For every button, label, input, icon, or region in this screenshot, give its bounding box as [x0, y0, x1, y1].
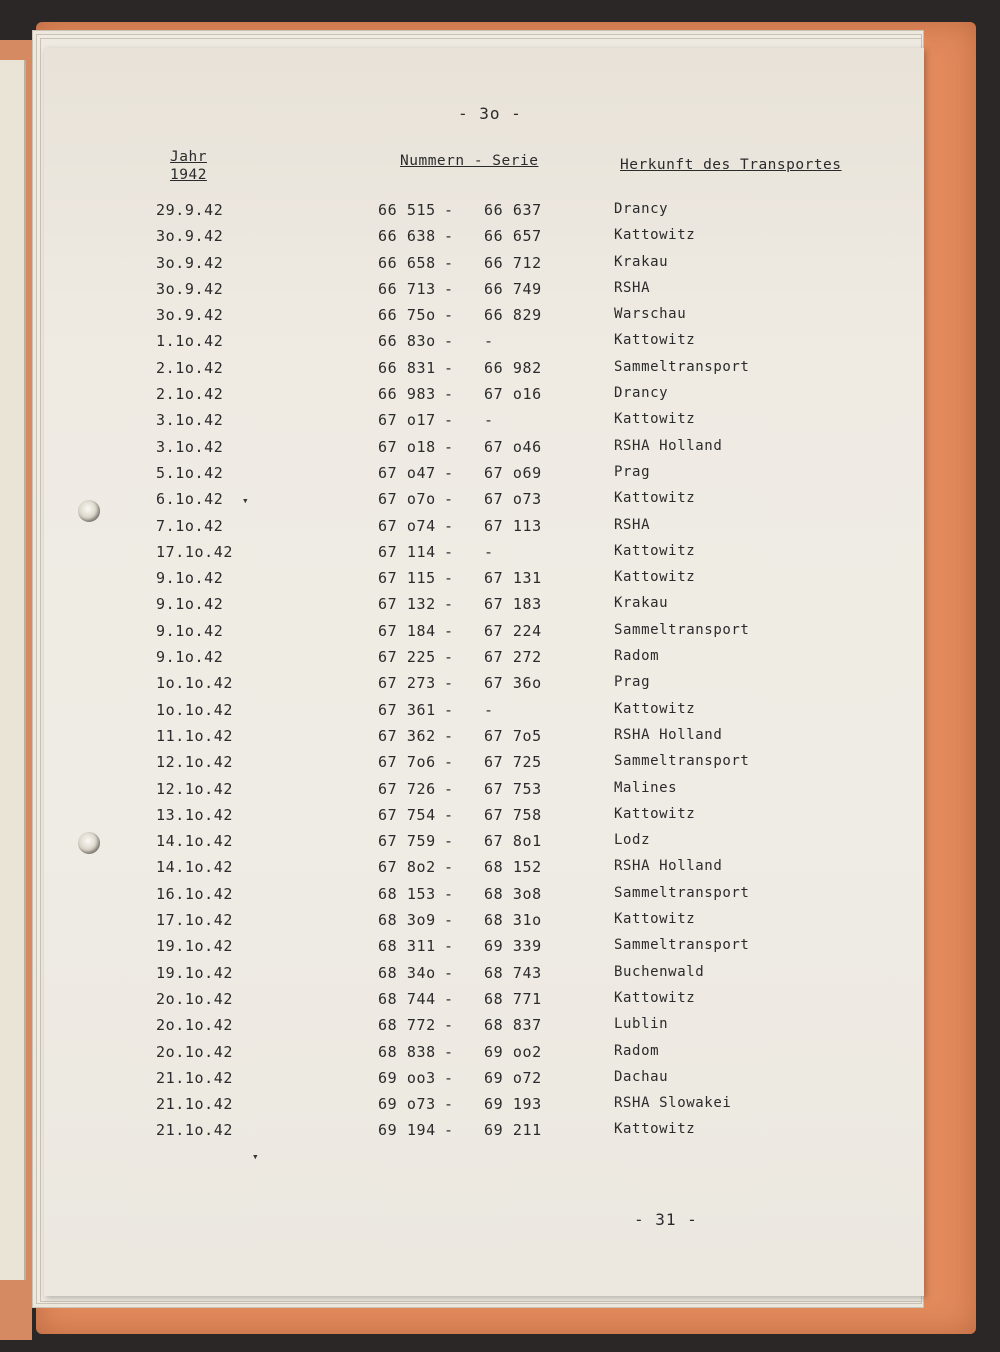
row-origin: Sammeltransport — [614, 753, 750, 770]
row-origin: RSHA — [614, 279, 651, 296]
row-number-to: 66 657 — [484, 227, 542, 246]
row-origin: Sammeltransport — [614, 358, 750, 375]
row-origin: RSHA Holland — [614, 726, 723, 743]
table-row — [44, 411, 924, 437]
row-number-to: 67 36o — [484, 674, 542, 693]
table-row — [44, 595, 924, 621]
row-range-dash: - — [444, 490, 454, 509]
row-range-dash: - — [444, 569, 454, 588]
row-range-dash: - — [444, 779, 454, 798]
row-origin: RSHA Holland — [614, 858, 723, 875]
row-number-to: 67 224 — [484, 621, 542, 640]
table-row — [44, 280, 924, 306]
row-number-from: 67 361 — [378, 700, 436, 719]
row-origin: Malines — [614, 779, 678, 796]
row-number-to: 67 o69 — [484, 463, 542, 482]
row-date: 9.1o.42 — [156, 569, 224, 588]
row-number-from: 66 983 — [378, 385, 436, 404]
table-row — [44, 832, 924, 858]
row-date: 2.1o.42 — [156, 358, 224, 377]
row-number-from: 68 772 — [378, 1016, 436, 1035]
row-range-dash: - — [444, 700, 454, 719]
stray-ink-mark: ▾ — [252, 1150, 259, 1163]
table-row — [44, 885, 924, 911]
row-origin: RSHA — [614, 516, 651, 533]
row-number-to: 69 339 — [484, 937, 542, 956]
row-number-to: 67 131 — [484, 569, 542, 588]
row-number-to: 67 o16 — [484, 385, 542, 404]
row-range-dash: - — [444, 937, 454, 956]
row-origin: Drancy — [614, 385, 669, 402]
header-year-label: Jahr — [170, 149, 207, 165]
row-number-from: 67 754 — [378, 805, 436, 824]
row-number-from: 68 3o9 — [378, 911, 436, 930]
table-row — [44, 674, 924, 700]
row-range-dash: - — [444, 201, 454, 219]
row-origin: Prag — [614, 674, 651, 691]
table-row — [44, 648, 924, 674]
header-number-series: Nummern - Serie — [400, 153, 539, 169]
row-number-to: 67 8o1 — [484, 832, 542, 851]
row-number-to: 66 749 — [484, 279, 542, 298]
row-range-dash: - — [444, 963, 454, 982]
adjacent-page-edge — [0, 60, 26, 1280]
row-date: 12.1o.42 — [156, 753, 234, 772]
row-origin: Lodz — [614, 832, 651, 849]
row-number-from: 69 194 — [378, 1121, 436, 1140]
row-origin: RSHA Slowakei — [614, 1095, 732, 1112]
row-range-dash: - — [444, 648, 454, 667]
row-date: 1.1o.42 — [156, 332, 224, 351]
header-transport-origin: Herkunft des Transportes — [620, 157, 842, 173]
row-number-from: 67 225 — [378, 648, 436, 667]
row-number-from: 67 o18 — [378, 437, 436, 456]
table-row — [44, 385, 924, 411]
row-number-from: 67 o17 — [378, 411, 436, 430]
table-row — [44, 359, 924, 385]
row-date: 19.1o.42 — [156, 963, 234, 982]
row-number-from: 66 83o — [378, 332, 436, 351]
row-range-dash: - — [444, 279, 454, 298]
table-row — [44, 517, 924, 543]
row-origin: Drancy — [614, 201, 669, 217]
row-origin: Kattowitz — [614, 411, 696, 428]
row-date: 2o.1o.42 — [156, 989, 234, 1008]
row-origin: Kattowitz — [614, 989, 696, 1006]
row-origin: Lublin — [614, 1016, 669, 1033]
table-row — [44, 701, 924, 727]
row-date: 17.1o.42 — [156, 542, 234, 561]
row-number-from: 67 o47 — [378, 463, 436, 482]
row-range-dash: - — [444, 463, 454, 482]
row-number-from: 66 831 — [378, 358, 436, 377]
row-number-from: 67 362 — [378, 726, 436, 745]
table-row — [44, 911, 924, 937]
row-number-from: 67 759 — [378, 832, 436, 851]
row-number-from: 66 515 — [378, 201, 436, 219]
row-range-dash: - — [444, 253, 454, 272]
row-date: 21.1o.42 — [156, 1095, 234, 1114]
row-number-to: 67 o46 — [484, 437, 542, 456]
row-range-dash: - — [444, 858, 454, 877]
row-number-to: 67 183 — [484, 595, 542, 614]
row-date: 17.1o.42 — [156, 911, 234, 930]
table-row — [44, 727, 924, 753]
row-number-to: 68 743 — [484, 963, 542, 982]
transport-table — [44, 201, 924, 1148]
row-number-to: 67 758 — [484, 805, 542, 824]
page-number-top: - 3o - — [458, 104, 522, 123]
row-date: 2.1o.42 — [156, 385, 224, 404]
row-origin: Kattowitz — [614, 911, 696, 928]
row-number-from: 67 273 — [378, 674, 436, 693]
table-row — [44, 332, 924, 358]
row-origin: Krakau — [614, 595, 669, 612]
row-number-from: 67 132 — [378, 595, 436, 614]
row-range-dash: - — [444, 884, 454, 903]
row-number-from: 67 726 — [378, 779, 436, 798]
row-origin: Kattowitz — [614, 490, 696, 507]
table-row — [44, 1121, 924, 1147]
row-number-from: 69 oo3 — [378, 1068, 436, 1087]
row-number-to: 67 725 — [484, 753, 542, 772]
row-date: 3o.9.42 — [156, 279, 224, 298]
row-number-to: 67 113 — [484, 516, 542, 535]
table-row — [44, 227, 924, 253]
table-row — [44, 1069, 924, 1095]
row-range-dash: - — [444, 542, 454, 561]
row-origin: Kattowitz — [614, 805, 696, 822]
table-row — [44, 201, 924, 227]
row-date: 5.1o.42 — [156, 463, 224, 482]
row-origin: Kattowitz — [614, 542, 696, 559]
row-date: 6.1o.42 — [156, 490, 224, 509]
row-origin: RSHA Holland — [614, 437, 723, 454]
row-number-from: 67 184 — [378, 621, 436, 640]
row-number-to: 69 oo2 — [484, 1042, 542, 1061]
document-sheet — [44, 48, 924, 1296]
row-number-to: 67 o73 — [484, 490, 542, 509]
row-origin: Radom — [614, 1042, 660, 1059]
row-number-to: 66 982 — [484, 358, 542, 377]
row-date: 3.1o.42 — [156, 411, 224, 430]
row-range-dash: - — [444, 805, 454, 824]
row-number-to: - — [484, 411, 494, 430]
row-range-dash: - — [444, 595, 454, 614]
row-origin: Kattowitz — [614, 700, 696, 717]
table-row — [44, 1016, 924, 1042]
table-row — [44, 1043, 924, 1069]
row-number-to: - — [484, 332, 494, 351]
row-number-from: 67 o7o — [378, 490, 436, 509]
row-range-dash: - — [444, 227, 454, 246]
row-range-dash: - — [444, 516, 454, 535]
row-number-from: 66 658 — [378, 253, 436, 272]
row-number-from: 66 75o — [378, 306, 436, 325]
row-number-to: 66 712 — [484, 253, 542, 272]
row-number-to: 68 3o8 — [484, 884, 542, 903]
row-date: 21.1o.42 — [156, 1121, 234, 1140]
row-number-from: 67 114 — [378, 542, 436, 561]
row-number-to: 69 193 — [484, 1095, 542, 1114]
row-number-to: 66 829 — [484, 306, 542, 325]
table-row — [44, 780, 924, 806]
row-number-to: 67 753 — [484, 779, 542, 798]
row-number-from: 68 311 — [378, 937, 436, 956]
row-number-from: 66 713 — [378, 279, 436, 298]
row-date: 2o.1o.42 — [156, 1042, 234, 1061]
row-date: 14.1o.42 — [156, 832, 234, 851]
row-date: 29.9.42 — [156, 201, 224, 219]
row-number-from: 69 o73 — [378, 1095, 436, 1114]
stray-ink-mark: ▾ — [242, 494, 249, 507]
row-range-dash: - — [444, 1095, 454, 1114]
row-number-to: 68 31o — [484, 911, 542, 930]
row-origin: Sammeltransport — [614, 937, 750, 954]
row-date: 1o.1o.42 — [156, 700, 234, 719]
table-row — [44, 464, 924, 490]
table-row — [44, 990, 924, 1016]
row-range-dash: - — [444, 411, 454, 430]
row-number-to: 67 7o5 — [484, 726, 542, 745]
row-origin: Dachau — [614, 1068, 669, 1085]
row-range-dash: - — [444, 306, 454, 325]
row-number-to: 68 837 — [484, 1016, 542, 1035]
row-origin: Kattowitz — [614, 569, 696, 586]
row-number-from: 67 115 — [378, 569, 436, 588]
row-date: 19.1o.42 — [156, 937, 234, 956]
row-origin: Kattowitz — [614, 332, 696, 349]
table-row — [44, 622, 924, 648]
row-date: 9.1o.42 — [156, 595, 224, 614]
table-row — [44, 438, 924, 464]
row-date: 3o.9.42 — [156, 306, 224, 325]
row-range-dash: - — [444, 1016, 454, 1035]
row-range-dash: - — [444, 1068, 454, 1087]
table-row — [44, 964, 924, 990]
table-row — [44, 1095, 924, 1121]
row-number-from: 67 8o2 — [378, 858, 436, 877]
row-number-to: 68 152 — [484, 858, 542, 877]
row-date: 2o.1o.42 — [156, 1016, 234, 1035]
row-number-to: 68 771 — [484, 989, 542, 1008]
row-number-from: 68 153 — [378, 884, 436, 903]
row-origin: Krakau — [614, 253, 669, 270]
row-number-to: - — [484, 542, 494, 561]
row-origin: Kattowitz — [614, 1121, 696, 1138]
row-origin: Prag — [614, 463, 651, 480]
row-origin: Sammeltransport — [614, 884, 750, 901]
row-date: 16.1o.42 — [156, 884, 234, 903]
row-range-dash: - — [444, 911, 454, 930]
row-date: 14.1o.42 — [156, 858, 234, 877]
page-number-bottom: - 31 - — [634, 1210, 698, 1229]
row-number-from: 67 7o6 — [378, 753, 436, 772]
row-range-dash: - — [444, 989, 454, 1008]
table-row — [44, 858, 924, 884]
row-range-dash: - — [444, 753, 454, 772]
row-range-dash: - — [444, 437, 454, 456]
row-range-dash: - — [444, 385, 454, 404]
row-number-to: - — [484, 700, 494, 719]
row-origin: Warschau — [614, 306, 687, 323]
table-row — [44, 806, 924, 832]
row-range-dash: - — [444, 621, 454, 640]
row-number-from: 67 o74 — [378, 516, 436, 535]
row-date: 21.1o.42 — [156, 1068, 234, 1087]
table-row — [44, 753, 924, 779]
row-date: 3o.9.42 — [156, 253, 224, 272]
row-range-dash: - — [444, 1042, 454, 1061]
header-year-value: 1942 — [170, 167, 207, 183]
row-date: 9.1o.42 — [156, 621, 224, 640]
table-row — [44, 254, 924, 280]
table-row — [44, 937, 924, 963]
row-number-to: 66 637 — [484, 201, 542, 219]
row-date: 13.1o.42 — [156, 805, 234, 824]
row-range-dash: - — [444, 674, 454, 693]
table-row — [44, 306, 924, 332]
row-origin: Buchenwald — [614, 963, 705, 980]
row-number-to: 67 272 — [484, 648, 542, 667]
row-range-dash: - — [444, 358, 454, 377]
row-number-from: 68 34o — [378, 963, 436, 982]
row-date: 12.1o.42 — [156, 779, 234, 798]
row-date: 7.1o.42 — [156, 516, 224, 535]
row-origin: Sammeltransport — [614, 621, 750, 638]
row-date: 3.1o.42 — [156, 437, 224, 456]
row-range-dash: - — [444, 1121, 454, 1140]
table-row — [44, 543, 924, 569]
row-number-to: 69 211 — [484, 1121, 542, 1140]
row-number-to: 69 o72 — [484, 1068, 542, 1087]
table-row — [44, 569, 924, 595]
row-origin: Kattowitz — [614, 227, 696, 244]
row-number-from: 68 744 — [378, 989, 436, 1008]
row-range-dash: - — [444, 332, 454, 351]
table-row — [44, 490, 924, 516]
row-range-dash: - — [444, 726, 454, 745]
row-number-from: 66 638 — [378, 227, 436, 246]
row-range-dash: - — [444, 832, 454, 851]
row-date: 9.1o.42 — [156, 648, 224, 667]
row-date: 3o.9.42 — [156, 227, 224, 246]
row-origin: Radom — [614, 648, 660, 665]
row-date: 11.1o.42 — [156, 726, 234, 745]
row-date: 1o.1o.42 — [156, 674, 234, 693]
row-number-from: 68 838 — [378, 1042, 436, 1061]
